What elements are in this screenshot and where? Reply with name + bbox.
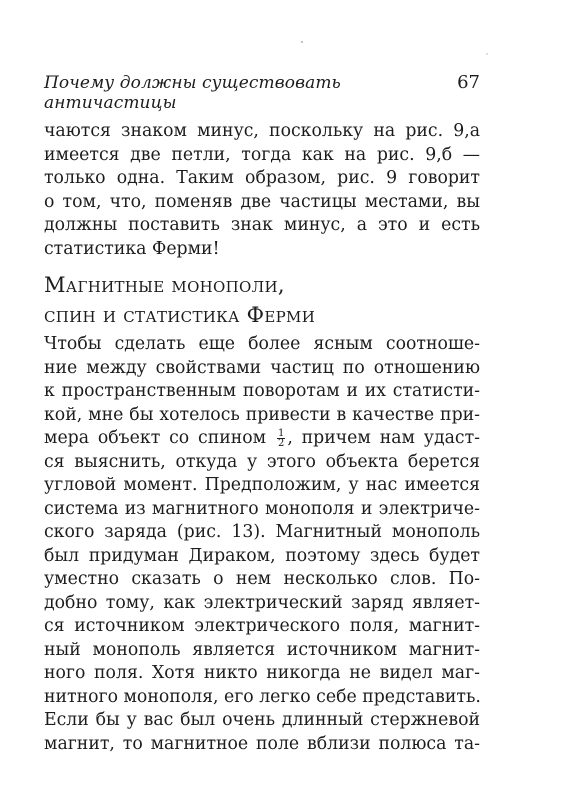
text-line: магнит, то магнитное поле вблизи полюса та-: [44, 733, 480, 754]
text-line: Чтобы сделать еще более ясным соотноше-: [44, 334, 480, 354]
text-line: был придуман Дираком, поэтому здесь будет: [44, 545, 480, 566]
text-line: ние между свойствами частиц по отношению: [44, 357, 480, 378]
section-heading-line-1: Магнитные монополи,: [44, 273, 285, 297]
paragraph-2: [44, 333, 480, 756]
text-line: должны поставить знак минус, а это и есть: [44, 215, 480, 235]
text-line: уместно сказать о нем несколько слов. По-: [44, 569, 480, 589]
text-line: Если бы у вас был очень длинный стержневой: [44, 710, 480, 730]
fraction-one-half: [277, 429, 285, 448]
text-line: ного поля. Хотя никто никогда не видел маг-: [44, 663, 480, 683]
text-line: нитного монополя, его легко себе представить.: [44, 686, 481, 707]
running-head-title: Почему должны существовать античастицы: [44, 73, 341, 113]
text-line: ный монополь является источником магнит-: [44, 639, 480, 660]
text-line: только одна. Таким образом, рис. 9 говорит: [44, 168, 480, 188]
text-line: ся источником электрического поля, магнит-: [44, 616, 480, 636]
text-line: статистика Ферми!: [44, 238, 220, 259]
text-line: к пространственным поворотам и их статисти-: [44, 381, 480, 401]
running-head: [44, 72, 480, 113]
text-line: система из магнитного монополя и электриче-: [44, 498, 480, 519]
text-segment: мера объект со спином: [44, 428, 267, 448]
fraction-denominator: 2: [277, 438, 285, 449]
text-line: о том, что, поменяв две частицы местами, вы: [44, 191, 480, 212]
page-number: 67: [457, 72, 480, 93]
section-heading: [44, 270, 480, 330]
fraction-numerator: 1: [277, 428, 285, 439]
text-line: кой, мне бы хотелось привести в качестве при-: [44, 404, 480, 425]
text-line: чаются знаком минус, поскольку на рис. 9,а: [44, 121, 480, 141]
text-line: имеется две петли, тогда как на рис. 9,б —: [44, 144, 480, 165]
section-heading-line-2: спин и статистика Ферми: [44, 303, 316, 327]
paragraph-1: [44, 120, 480, 261]
text-line-with-fraction: [44, 427, 480, 451]
text-line: угловой момент. Предположим, у нас имеется: [44, 475, 480, 495]
text-line: ского заряда (рис. 13). Магнитный монополь: [44, 522, 480, 542]
text-segment: , причем нам удаст-: [287, 428, 480, 448]
text-line: добно тому, как электрический заряд являет-: [44, 592, 480, 613]
text-line: ся выяснить, откуда у этого объекта берется: [44, 451, 480, 472]
